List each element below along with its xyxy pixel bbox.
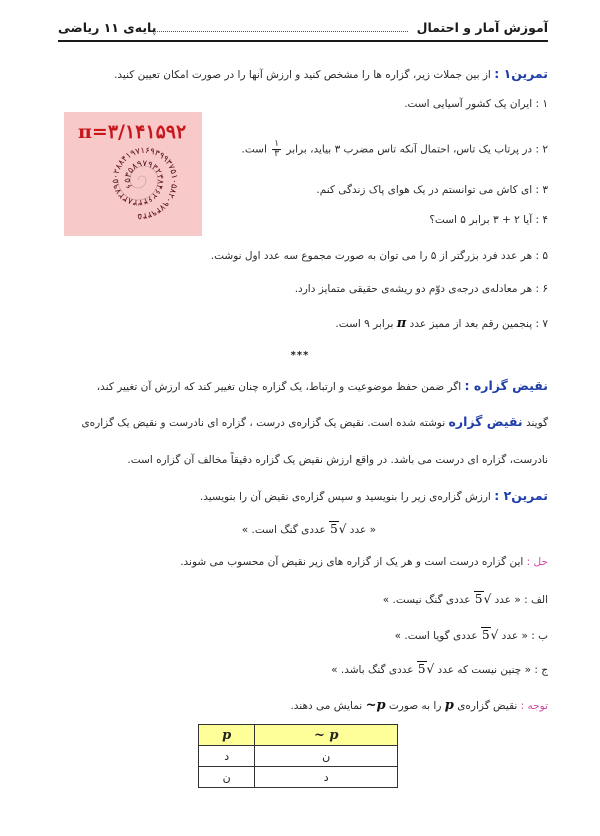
negation-line-1 xyxy=(97,378,548,393)
radicand: 5 xyxy=(330,522,338,536)
table-cell: ن xyxy=(255,746,398,767)
item-text: هر عدد فرد بزرگتر از ۵ را می توان به صورت مجموع سه عدد اول نوشت. xyxy=(210,250,533,262)
exercise1-item-2 xyxy=(242,140,548,159)
item-number: ۲ : xyxy=(535,143,548,156)
item-number: ۵ : xyxy=(535,250,548,262)
exercise2-statement xyxy=(242,522,376,536)
note-mid: را به صورت xyxy=(388,700,442,712)
radicand: 5 xyxy=(482,628,490,642)
exercise1-item-1 xyxy=(404,98,548,110)
solution-option-3 xyxy=(331,662,548,676)
exercise1-item-6 xyxy=(295,283,548,295)
exercise1-prompt-line xyxy=(114,66,548,81)
item-text: آیا ۲ + ۳ برابر ۵ است؟ xyxy=(429,214,533,226)
negation-text-3: نادرست، گزاره ای درست می باشد. در واقع ارزش نقیض یک گزاره دقیقاً مخالف آن گزاره است. xyxy=(127,454,548,466)
table-cell: د xyxy=(255,767,398,788)
solution-label: حل : xyxy=(526,556,548,568)
exercise1-item-7 xyxy=(335,316,548,331)
option-pre: « چنین نیست که عدد xyxy=(437,664,531,676)
item-number: ۴ : xyxy=(535,214,548,226)
option-pre: « عدد xyxy=(494,594,521,606)
item-number: ۱ : xyxy=(535,98,548,110)
pi-spiral-image xyxy=(64,112,202,236)
exercise1-prompt: از بین جملات زیر، گزاره ها را مشخص کنید و ارزش آنها را در صورت امکان تعیین کنید. xyxy=(114,69,491,81)
note-post: نمایش می دهند. xyxy=(290,700,363,712)
table-cell: ن xyxy=(199,767,255,788)
exercise2-prompt-line xyxy=(200,488,548,503)
solution-option-1 xyxy=(383,592,548,606)
item-number: ۷ : xyxy=(535,318,548,330)
item-number: ۳ : xyxy=(535,184,548,196)
negation-text-2a: گویند xyxy=(525,417,548,429)
item-text: پنجمین رقم بعد از ممیز عدد xyxy=(409,318,533,330)
sqrt-five: √5 xyxy=(417,662,435,676)
p-symbol: p xyxy=(444,698,454,713)
note-line xyxy=(290,698,548,713)
pi-symbol: π xyxy=(396,316,407,331)
exercise1-item-5 xyxy=(211,250,548,262)
option-post: عددی گنگ نیست. » xyxy=(382,594,471,606)
item-tail: است. xyxy=(241,143,267,156)
exercise1-item-3 xyxy=(316,184,548,196)
solution-option-2 xyxy=(395,628,548,642)
option-post: عددی گویا است. » xyxy=(394,630,478,642)
radicand: 5 xyxy=(474,592,483,606)
item-text: ایران یک کشور آسیایی است. xyxy=(404,98,533,110)
option-label: الف : xyxy=(524,594,548,606)
item-tail: برابر ۹ است. xyxy=(335,318,394,330)
pi-header-text: π=۳/۱۴۱۵۹۲ xyxy=(78,121,187,143)
negation-text-1: اگر ضمن حفظ موضوعیت و ارتباط، یک گزاره چنان تغییر کند که ارزش آن تغییر کند، xyxy=(96,381,462,393)
radicand: 5 xyxy=(417,662,426,676)
fraction-numerator: ۱ xyxy=(274,139,280,149)
option-post: عددی گنگ باشد. » xyxy=(331,664,414,676)
negation-keyword: نقیض گزاره xyxy=(448,414,523,429)
truth-table xyxy=(198,724,398,788)
header-not-p: ~ p xyxy=(255,725,398,746)
fraction-one-third xyxy=(272,140,281,159)
option-pre: « عدد xyxy=(501,630,528,642)
pi-spiral-svg xyxy=(64,112,202,236)
table-cell: د xyxy=(199,746,255,767)
option-label: ب : xyxy=(531,630,548,642)
sqrt-five: √5 xyxy=(482,628,499,642)
negation-title: نقیض گزاره : xyxy=(464,378,548,393)
header-dotted-rule xyxy=(148,31,408,32)
header-p: p xyxy=(199,725,255,746)
solution-line xyxy=(180,556,548,568)
item-text: ای کاش می توانستم در یک هوای پاک زندگی کنم. xyxy=(316,184,533,196)
sqrt-five: √5 xyxy=(330,522,347,536)
item-text: هر معادله‌ی درجه‌ی دوّم دو ریشه‌ی حقیقی متمایز دارد. xyxy=(294,283,533,295)
table-row xyxy=(199,767,398,788)
exercise2-label: تمرین۲ : xyxy=(494,488,548,503)
fraction-denominator: ۳ xyxy=(274,149,280,159)
note-pre: نقیض گزاره‌ی xyxy=(457,700,518,712)
item-number: ۶ : xyxy=(535,283,548,295)
section-separator: *** xyxy=(290,350,310,361)
not-p-symbol: ~p xyxy=(365,698,386,713)
table-row xyxy=(199,746,398,767)
negation-line-2 xyxy=(81,414,548,429)
negation-line-3 xyxy=(127,454,548,466)
sqrt-five: √5 xyxy=(474,592,492,606)
negation-text-2b: نوشته شده است. نقیض یک گزاره‌ی درست ، گزاره ای نادرست و نقیض یک گزاره‌ی xyxy=(81,417,446,429)
exercise1-label: تمرین۱ : xyxy=(494,66,548,81)
exercise2-prompt: ارزش گزاره‌ی زیر را بنویسید و سپس گزاره‌ی نقیض آن را بنویسید. xyxy=(199,491,491,503)
exercise1-item-4 xyxy=(429,214,548,226)
pi-spiral-digits: ۶۵۳۵۸۹۷۹۳۲۳۸۴۶۲۶۴۳۳۸۳۲۷۹۵۰۲۸۸۴۱۹۷۱۶۹۳۹۹۳۷۵۱۰۵۸۲۰۹۷۴۹۴۴۵ xyxy=(110,145,180,222)
solution-text: این گزاره درست است و هر یک از گزاره های زیر نقیض آن محسوب می شوند. xyxy=(180,556,524,568)
statement-pre: « عدد xyxy=(349,524,376,536)
header-title: آموزش آمار و احتمال xyxy=(416,20,548,35)
truth-table-header-row xyxy=(199,725,398,746)
statement-post: عددی گنگ است. » xyxy=(241,524,326,536)
item-text: در پرتاب یک تاس، احتمال آنکه تاس مضرب ۳ بیاید، برابر xyxy=(286,143,533,156)
page-header xyxy=(58,16,548,42)
header-grade: پایه‌ی ۱۱ ریاضی xyxy=(58,20,157,35)
option-label: ج : xyxy=(534,664,548,676)
note-label: توجه : xyxy=(520,700,548,712)
